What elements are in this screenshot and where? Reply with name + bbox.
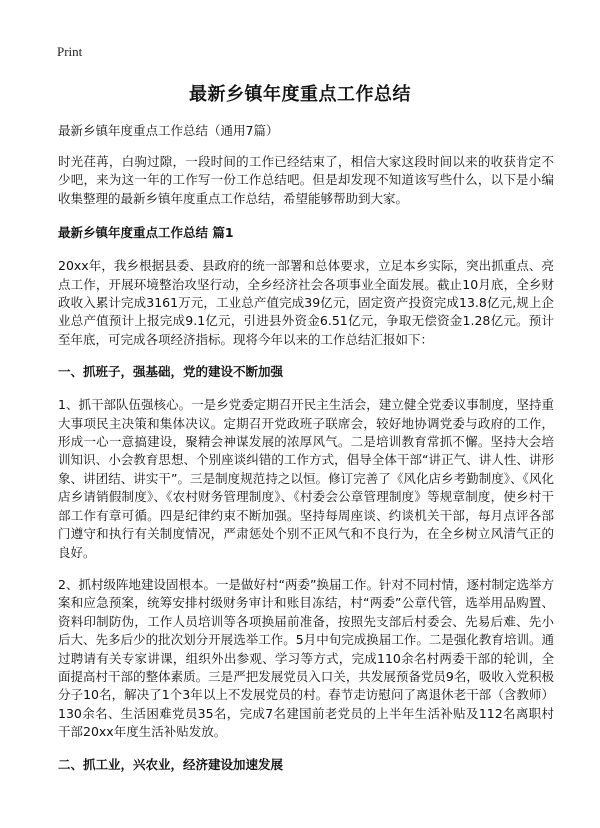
document-body [58,122,554,789]
document-title: 最新乡镇年度重点工作总结 [189,84,411,105]
section-title: 最新乡镇年度重点工作总结 篇1 [58,225,234,241]
heading-economy: 二、抓工业，兴农业，经济建设加速发展 [58,756,284,772]
heading-party-building: 一、抓班子，强基础，党的建设不断加强 [58,364,284,380]
item-village-building: 2、抓村级阵地建设固根本。一是做好村“两委”换届工作。针对不同村情，逐村制定选举方案和应急预案，统筹安排村级财务审计和账目冻结，村“两委”公章代管，选举用品购置、资料印制防伪，工作人员培训等各项换届前准备，按照先支部后村委会、先易后难、先小后大、先多后少的批次划分开展选举工作。5月中旬完成换届工作。二是强化教育培训。通过聘请有关专家讲课，组织外出参观、学习等方式，完成110余名村两委干部的轮训，全面提高村干部的整体素质。三是严把发展党员入口关，共发展预备党员9名，吸收入党积极分子10名，解决了1个3年以上不发展党员的村。春节走访慰问了离退休老干部（含教师）130余名、生活困难党员35名，完成7名建国前老党员的上半年生活补贴及112名离职村干部20xx年度生活补贴发放。 [58,576,555,740]
print-link[interactable]: Print [57,44,83,59]
document-subtitle: 最新乡镇年度重点工作总结（通用7篇） [58,123,279,138]
opening-paragraph: 20xx年，我乡根据县委、县政府的统一部署和总体要求，立足本乡实际，突出抓重点、亮点工作，开展环境整治攻坚行动，全乡经济社会各项事业全面发展。截止10月底，全乡财政收入累计完成3161万元，工业总产值完成39亿元，固定资产投资完成13.8亿元,规上企业总产值预计上报完成9.1亿元，引进县外资金6.51亿元，争取无偿资金1.28亿元。预计至年底，可完成各项经济指标。现将今年以来的工作总结汇报如下： [58,258,554,347]
item-cadre-team: 1、抓干部队伍强核心。一是乡党委定期召开民主生活会，建立健全党委议事制度，坚持重大事项民主决策和集体决议。定期召开党政班子联席会，较好地协调党委与政府的工作，形成一心一意搞建设，聚精会神谋发展的浓厚风气。二是培训教育常抓不懈。坚持大会培训知识、小会教育思想、个别座谈纠错的工作方式，倡导全体干部“讲正气、讲人性、讲形象、讲团结、讲实干”。三是制度规范持之以恒。修订完善了《风化店乡考勤制度》、《风化店乡请销假制度》、《农村财务管理制度》、《村委会公章管理制度》等规章制度，使乡村干部工作有章可循。四是纪律约束不断加强。坚持每周座谈、约谈机关干部，每月点评各部门遵守和执行有关制度情况，严肃惩处个别不正风气和不良行为，在全乡树立风清气正的良好。 [58,397,554,560]
intro-paragraph: 时光荏苒，白驹过隙，一段时间的工作已经结束了，相信大家这段时间以来的收获肯定不少吧，来为这一年的工作写一份工作总结吧。但是却发现不知道该写些什么，以下是小编收集整理的最新乡镇年度重点工作总结，希望能够帮助到大家。 [58,154,554,206]
